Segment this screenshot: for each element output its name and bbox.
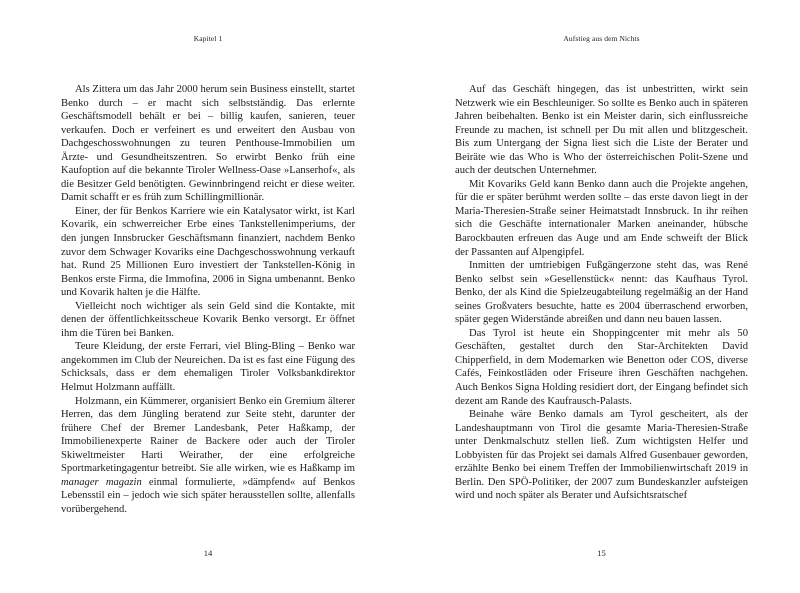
left-page [61, 0, 355, 593]
running-head-right: Aufstieg aus dem Nichts [563, 34, 640, 43]
paragraph: Vielleicht noch wichtiger als sein Geld sind die Kontakte, mit denen der öffentlichkeitsscheue Kovarik Benko versorgt. Er öffnet ihm die Türen bei Banken. [61, 300, 355, 339]
body-text-right [455, 83, 748, 503]
paragraph-text: einmal formulierte, »dämpfend« auf Benkos Lebensstil ein – jedoch wie sich später herausstellen sollte, allenfalls vorübergehend. [61, 476, 355, 515]
paragraph: Als Zittera um das Jahr 2000 herum sein Business einstellt, startet Benko durch – er macht sich selbstständig. Das erlernte Geschäftsmodell behält er bei – billig kaufen, sanieren, teuer verkaufen. Doch er verfeinert es und erweitert den Ausbau von Dachgeschosswohnungen zu teuren Penthouse-Immobilien um Ärzte- und Gesundheitszentren. So erwirbt Benko früh eine Kaufoption auf die bekannte Tiroler Wellness-Oase »Lanserhof«, als die Besitzer Geld benötigten. Gewinnbringend reicht er diese weiter. Damit schafft er es früh zum Schillingmillionär. [61, 84, 355, 204]
paragraph: Das Tyrol ist heute ein Shoppingcenter mit mehr als 50 Geschäften, gestaltet durch den Star-Architekten David Chipperfield, in dem Modemarken wie Benetton oder COS, diverse Cafés, Feinkostläden oder Friseure ihren Geschäften nachgehen. Auch Benkos Signa Holding residiert dort, der Eingang befindet sich dezent am Rande des Kaufrausch-Palasts. [455, 327, 748, 407]
publication-title: manager magazin [61, 476, 142, 488]
paragraph: Teure Kleidung, der erste Ferrari, viel Bling-Bling – Benko war angekommen im Club der Neureichen. Da ist es fast eine Fügung des Schicksals, dass er dem ehemaligen Tiroler Volksbankdirektor Helmut Holzmann auffällt. [61, 341, 355, 394]
paragraph-text: Holzmann, ein Kümmerer, organisiert Benko ein Gremium älterer Herren, das dem Jüngling beratend zur Seite steht, darunter der frühere Chef der Bremer Landesbank, Peter Haßkamp, der Immobilienexperte Rainer de Backere oder auch der Tiroler Skiweltmeister Harti Weirather, der eine erfolgreiche Sportmarketingagentur betreibt. Sie alle wirken, wie es Haßkamp im [61, 395, 355, 475]
running-head-left: Kapitel 1 [193, 34, 223, 43]
paragraph: Inmitten der umtriebigen Fußgängerzone steht das, was René Benko selbst sein »Gesellenstück« nennt: das Kaufhaus Tyrol. Benko, der als Kind die Spielzeugabteilung regelmäßig an der Hand seines Großvaters besuchte, hatte es 2004 überraschend erworben, später gegen Widerstände abreißen und dann neu bauen lassen. [455, 260, 748, 326]
page-number-left: 14 [203, 548, 213, 558]
body-text-left [61, 83, 355, 517]
paragraph: Mit Kovariks Geld kann Benko dann auch die Projekte angehen, für die er später berühmt werden sollte – das erste davon liegt in der Maria-Theresien-Straße seiner Heimatstadt Innsbruck. In ihr reihen sich die Geschäfte internationaler Marken aneinander, hübsche Barockbauten erfreuen das Auge und am Ende schweift der Blick der Passanten auf Alpengipfel. [455, 178, 748, 258]
page-number-right: 15 [597, 548, 606, 558]
paragraph: Auf das Geschäft hingegen, das ist unbestritten, wirkt sein Netzwerk wie ein Beschleuniger. So sollte es Benko auch in späteren Jahren beibehalten. Benko ist ein Meister darin, sich einflussreiche Freunde zu machen, ist schnell per Du mit allen und blitzgescheit. Bis zum Untergang der Signa liest sich die Liste der Berater und Beiräte wie das Who is Who der österreichischen Polit-Szene und auch der deutschen Unternehmer. [455, 84, 748, 177]
paragraph [61, 395, 355, 517]
paragraph: Beinahe wäre Benko damals am Tyrol gescheitert, als der Landeshauptmann von Tirol die gesamte Maria-Theresien-Straße unter Denkmalschutz stellen ließ. Zum wichtigsten Helfer und Lobbyisten für das Projekt sei damals Alfred Gusenbauer geworden, erzählte Benko bei einem Treffen der Immobilienwirtschaft 2019 in Berlin. Den SPÖ-Politiker, der 2007 zum Bundeskanzler aufsteigen wird und noch später als Berater und Aufsichtsratschef [455, 409, 748, 502]
paragraph: Einer, der für Benkos Karriere wie ein Katalysator wirkt, ist Karl Kovarik, ein schwerreicher Erbe eines Tankstellenimperiums, der den jungen Innsbrucker Geschäftsmann finanziert, nachdem Benko zuvor dem Schwager Kovariks eine Dachgeschosswohnung verkauft hat. Rund 25 Millionen Euro investiert der Tankstellen-König in Benkos erste Firma, die Immofina, 2006 in Signa umbenannt. Benko und Kovarik halten je die Hälfte. [61, 205, 355, 299]
right-page [455, 0, 748, 593]
